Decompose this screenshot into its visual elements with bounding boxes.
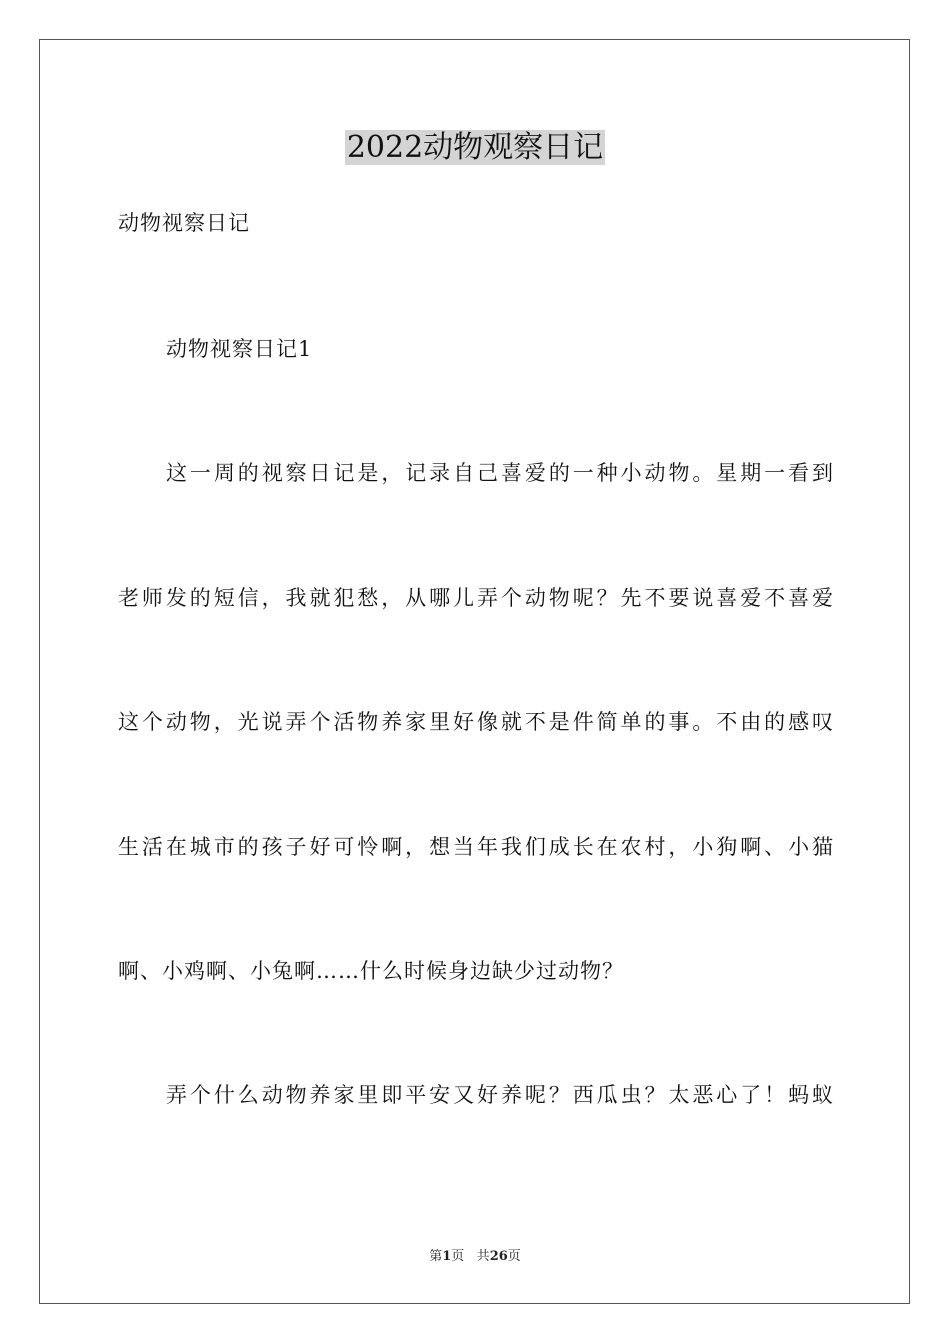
- document-title-text: 2022动物观察日记: [346, 130, 604, 165]
- page-footer: [0, 1248, 950, 1266]
- paragraph-line: 这一周的视察日记是，记录自己喜爱的一种小动物。星期一看到: [166, 461, 834, 485]
- paragraph-line: 这个动物，光说弄个活物养家里好像就不是件简单的事。不由的感叹: [118, 710, 834, 734]
- footer-total-suffix: 页: [507, 1249, 521, 1264]
- footer-page-number: 1: [442, 1249, 452, 1264]
- doc-subtitle-line: 动物视察日记: [118, 211, 250, 235]
- footer-total-pages: 26: [489, 1249, 508, 1264]
- paragraph-line: 老师发的短信，我就犯愁，从哪儿弄个动物呢？先不要说喜爱不喜爱: [118, 586, 834, 610]
- footer-page-suffix: 页: [451, 1249, 465, 1264]
- paragraph-line: 生活在城市的孩子好可怜啊，想当年我们成长在农村，小狗啊、小猫: [118, 835, 834, 859]
- footer-total-prefix: 共: [476, 1249, 490, 1264]
- section-heading-line: 动物视察日记1: [166, 337, 313, 361]
- paragraph-line: 弄个什么动物养家里即平安又好养呢？西瓜虫？太恶心了！蚂蚁: [166, 1083, 834, 1107]
- document-title: [0, 128, 950, 168]
- footer-page-prefix: 第: [429, 1249, 443, 1264]
- paragraph-line: 啊、小鸡啊、小兔啊……什么时候身边缺少过动物？: [118, 959, 624, 983]
